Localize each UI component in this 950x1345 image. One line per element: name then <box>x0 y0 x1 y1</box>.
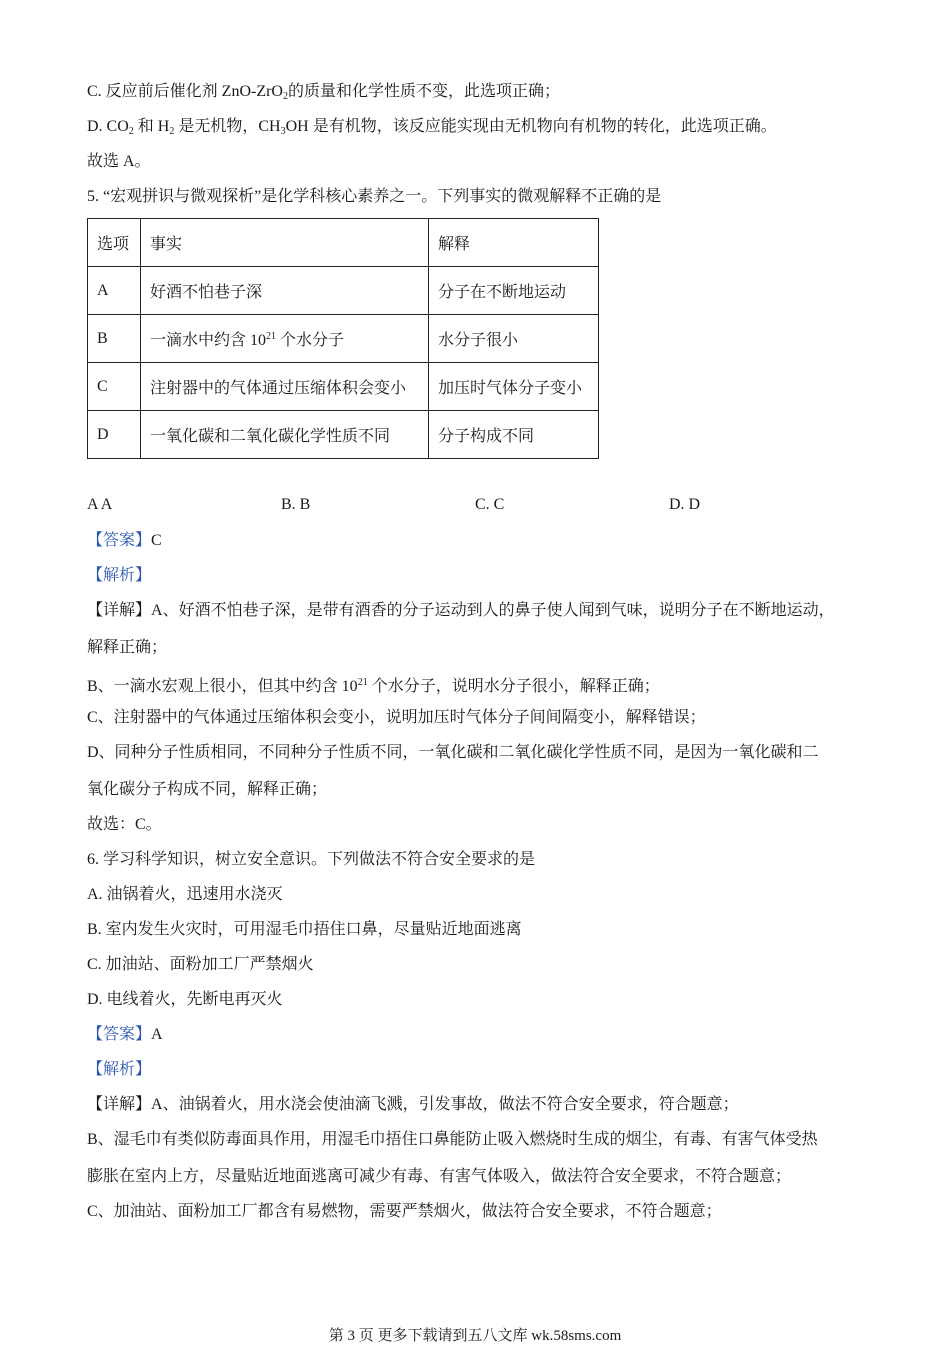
q4-option-c-analysis: C. 反应前后催化剂 ZnO-ZrO$_2$的质量和化学性质不变，此选项正确； <box>87 83 561 102</box>
table-cell-fact: 注射器中的气体通过压缩体积会变小 <box>141 363 429 411</box>
q6-analysis-label: 【解析】 <box>87 1061 152 1078</box>
q6-option-d: D. 电线着火，先断电再灭火 <box>87 991 283 1008</box>
q5-option-c: C. C <box>475 496 505 513</box>
q6-stem: 6. 学习科学知识，树立安全意识。下列做法不符合安全要求的是 <box>87 851 536 868</box>
table-cell-option: D <box>88 411 141 459</box>
q5-detail-line: D、同种分子性质相同，不同种分子性质不同，一氧化碳和二氧化碳化学性质不同，是因为一氧化碳和二 <box>87 744 819 761</box>
table-cell-fact: 好酒不怕巷子深 <box>141 267 429 315</box>
q6-detail-line: 【详解】A、油锅着火，用水浇会使油滴飞溅，引发事故，做法不符合安全要求，符合题意； <box>87 1096 739 1113</box>
q5-detail-line: 氧化碳分子构成不同，解释正确； <box>87 781 328 798</box>
table-row <box>88 267 599 315</box>
table-cell-explain: 水分子很小 <box>429 315 599 363</box>
table-row <box>88 411 599 459</box>
table-row <box>88 363 599 411</box>
q5-conclusion: 故选：C。 <box>87 816 162 833</box>
page-footer: 第 3 页 更多下载请到五八文库 wk.58sms.com <box>328 1328 622 1344</box>
table-cell-option: C <box>88 363 141 411</box>
q6-option-c: C. 加油站、面粉加工厂严禁烟火 <box>87 956 314 973</box>
q5-option-b: B. B <box>281 496 311 513</box>
table-cell-explain: 加压时气体分子变小 <box>429 363 599 411</box>
q6-detail-line: C、加油站、面粉加工厂都含有易燃物，需要严禁烟火，做法符合安全要求，不符合题意； <box>87 1203 722 1220</box>
table-header-cell: 事实 <box>141 219 429 267</box>
table-cell-option: B <box>88 315 141 363</box>
table-cell-option: A <box>88 267 141 315</box>
q5-detail-line: 【详解】A、好酒不怕巷子深，是带有酒香的分子运动到人的鼻子使人闻到气味，说明分子在不断地运动， <box>87 602 835 619</box>
table-header-cell: 解释 <box>429 219 599 267</box>
q6-option-b: B. 室内发生火灾时，可用湿毛巾捂住口鼻，尽量贴近地面逃离 <box>87 921 522 938</box>
q4-conclusion: 故选 A。 <box>87 153 151 170</box>
q5-detail-line: C、注射器中的气体通过压缩体积会变小，说明加压时气体分子间间隔变小，解释错误； <box>87 709 706 726</box>
q6-detail-line: 膨胀在室内上方，尽量贴近地面逃离可减少有毒、有害气体吸入，做法符合安全要求，不符合题意； <box>87 1168 792 1185</box>
table-header-row <box>88 219 599 267</box>
q5-detail-line: 解释正确； <box>87 639 168 656</box>
q5-detail-line: B、一滴水宏观上很小，但其中约含 $10^{21}$ 个水分子，说明水分子很小，解释正确； <box>87 677 660 695</box>
table-header-cell: 选项 <box>88 219 141 267</box>
q6-answer: 【答案】A <box>87 1026 163 1043</box>
q5-option-d: D. D <box>669 496 701 513</box>
q5-table <box>87 218 599 459</box>
table-row <box>88 315 599 363</box>
q5-stem: 5. “宏观拼识与微观探析”是化学科核心素养之一。下列事实的微观解释不正确的是 <box>87 188 662 205</box>
table-cell-fact: 一滴水中约含 $10^{21}$ 个水分子 <box>141 315 429 363</box>
table-cell-explain: 分子在不断地运动 <box>429 267 599 315</box>
table-cell-explain: 分子构成不同 <box>429 411 599 459</box>
table-cell-fact: 一氧化碳和二氧化碳化学性质不同 <box>141 411 429 459</box>
q6-detail-line: B、湿毛巾有类似防毒面具作用，用湿毛巾捂住口鼻能防止吸入燃烧时生成的烟尘，有毒、有害气体受热 <box>87 1131 818 1148</box>
q4-option-d-analysis: D. $CO_2$ 和 $H_2$ 是无机物，$CH_3OH$ 是有机物，该反应能实现由无机物向有机物的转化，此选项正确。 <box>87 118 777 137</box>
q6-option-a: A. 油锅着火，迅速用水浇灭 <box>87 886 283 903</box>
q5-option-a: A A <box>87 496 113 513</box>
q5-answer: 【答案】C <box>87 532 162 549</box>
q5-analysis-label: 【解析】 <box>87 567 152 584</box>
